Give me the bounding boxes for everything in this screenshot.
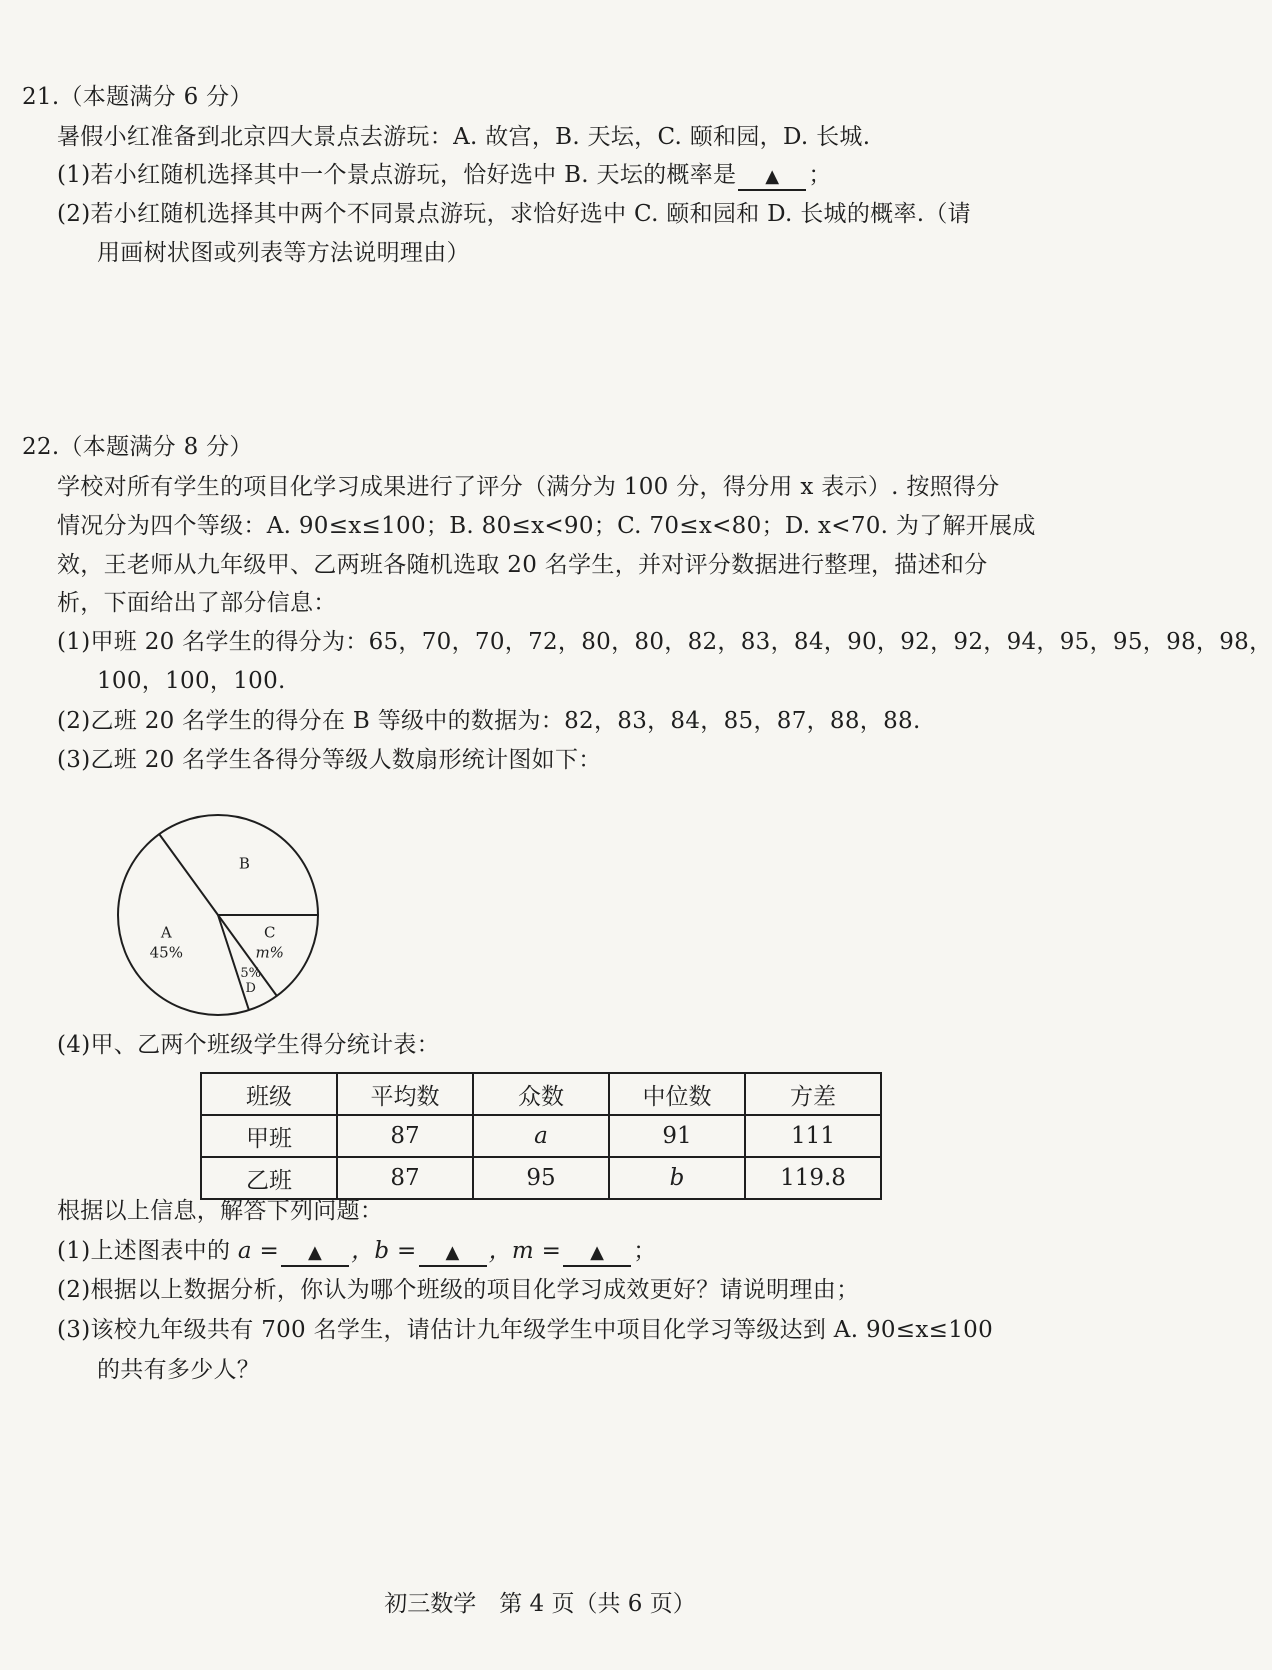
triangle-icon: ▲ [765, 166, 780, 187]
pie-slice-boundary [218, 915, 249, 1010]
table-header-cell: 中位数 [609, 1073, 745, 1115]
q22-solve-intro: 根据以上信息，解答下列问题： [57, 1198, 384, 1224]
ask1-m-label: ，m = [488, 1238, 562, 1264]
table-cell: b [609, 1157, 745, 1199]
pie-slice-label: B [238, 854, 250, 873]
q21-intro: 暑假小红准备到北京四大景点去游玩：A. 故宫，B. 天坛，C. 颐和园，D. 长城. [57, 124, 871, 150]
q22-info2: (2)乙班 20 名学生的得分在 B 等级中的数据为：82，83，84，85，87，88，88. [57, 708, 921, 734]
q22-intro-line: 情况分为四个等级：A. 90≤x≤100；B. 80≤x<90；C. 70≤x<80；D. x<70. 为了解开展成 [57, 513, 1036, 539]
table-header-cell: 班级 [201, 1073, 337, 1115]
q21-part1 [57, 160, 832, 191]
q22-intro-line: 析，下面给出了部分信息： [57, 590, 337, 616]
q22-info1-line1: (1)甲班 20 名学生的得分为：65，70，70，72，80，80，82，83，84，90，92，92，94，95，95，98，98， [57, 629, 1272, 655]
q21-part2-line1: (2)若小红随机选择其中两个不同景点游玩，求恰好选中 C. 颐和园和 D. 长城的概率.（请 [57, 201, 971, 227]
q21-header: 21.（本题满分 6 分） [22, 84, 253, 110]
answer-blank [281, 1239, 349, 1267]
q22-intro-line: 效，王老师从九年级甲、乙两班各随机选取 20 名学生，并对评分数据进行整理，描述和分 [57, 552, 988, 578]
pie-slice-label: 5% [240, 966, 262, 982]
q22-ask3-line2: 的共有多少人？ [97, 1357, 261, 1383]
q21-part2-line2: 用画树状图或列表等方法说明理由） [97, 240, 470, 266]
ask1-b-label: ，b = [351, 1238, 417, 1264]
table-cell: 87 [337, 1115, 473, 1157]
pie-slice-name: D [245, 981, 256, 997]
table-header-cell: 平均数 [337, 1073, 473, 1115]
q22-ask3-line1: (3)该校九年级共有 700 名学生，请估计九年级学生中项目化学习等级达到 A. 90≤x≤100 [57, 1317, 994, 1343]
table-row [201, 1157, 881, 1199]
q22-header: 22.（本题满分 8 分） [22, 434, 253, 460]
pie-slice-label: A [160, 923, 172, 942]
table-cell: 119.8 [745, 1157, 881, 1199]
table-cell: 乙班 [201, 1157, 337, 1199]
answer-blank [738, 163, 806, 191]
ask1-a-label: a = [237, 1238, 280, 1264]
q22-info4: (4)甲、乙两个班级学生得分统计表： [57, 1032, 440, 1058]
table-header-cell: 众数 [473, 1073, 609, 1115]
q22-info1-line2: 100，100，100. [97, 668, 286, 694]
table-cell: 111 [745, 1115, 881, 1157]
triangle-icon: ▲ [590, 1242, 605, 1263]
triangle-icon: ▲ [445, 1242, 460, 1263]
table-cell: 甲班 [201, 1115, 337, 1157]
page-footer: 初三数学 第 4 页（共 6 页） [384, 1591, 696, 1617]
q22-intro-line: 学校对所有学生的项目化学习成果进行了评分（满分为 100 分，得分用 x 表示）. 按照得分 [57, 474, 1000, 500]
ask1-end: ； [633, 1238, 657, 1264]
pie-slice-value: m% [255, 943, 284, 962]
pie-slice-label: C [263, 923, 276, 942]
q22-info3: (3)乙班 20 名学生各得分等级人数扇形统计图如下： [57, 747, 602, 773]
pie-slice-boundary [159, 834, 218, 915]
answer-blank [419, 1239, 487, 1267]
table-header-cell: 方差 [745, 1073, 881, 1115]
table-cell: 87 [337, 1157, 473, 1199]
pie-chart [108, 805, 328, 1025]
q22-ask2: (2)根据以上数据分析，你认为哪个班级的项目化学习成效更好？请说明理由； [57, 1277, 860, 1303]
table-cell: 91 [609, 1115, 745, 1157]
stats-table [200, 1072, 882, 1200]
q22-ask1 [57, 1236, 657, 1267]
table-cell: a [473, 1115, 609, 1157]
answer-blank [563, 1239, 631, 1267]
q21-part1-text: (1)若小红随机选择其中一个景点游玩，恰好选中 B. 天坛的概率是 [57, 162, 737, 188]
ask1-prefix: (1)上述图表中的 [57, 1238, 231, 1264]
q21-part1-end: ； [808, 162, 832, 188]
table-cell: 95 [473, 1157, 609, 1199]
pie-slice-value: 45% [149, 943, 183, 962]
table-row [201, 1115, 881, 1157]
table-header-row [201, 1073, 881, 1115]
triangle-icon: ▲ [308, 1242, 323, 1263]
